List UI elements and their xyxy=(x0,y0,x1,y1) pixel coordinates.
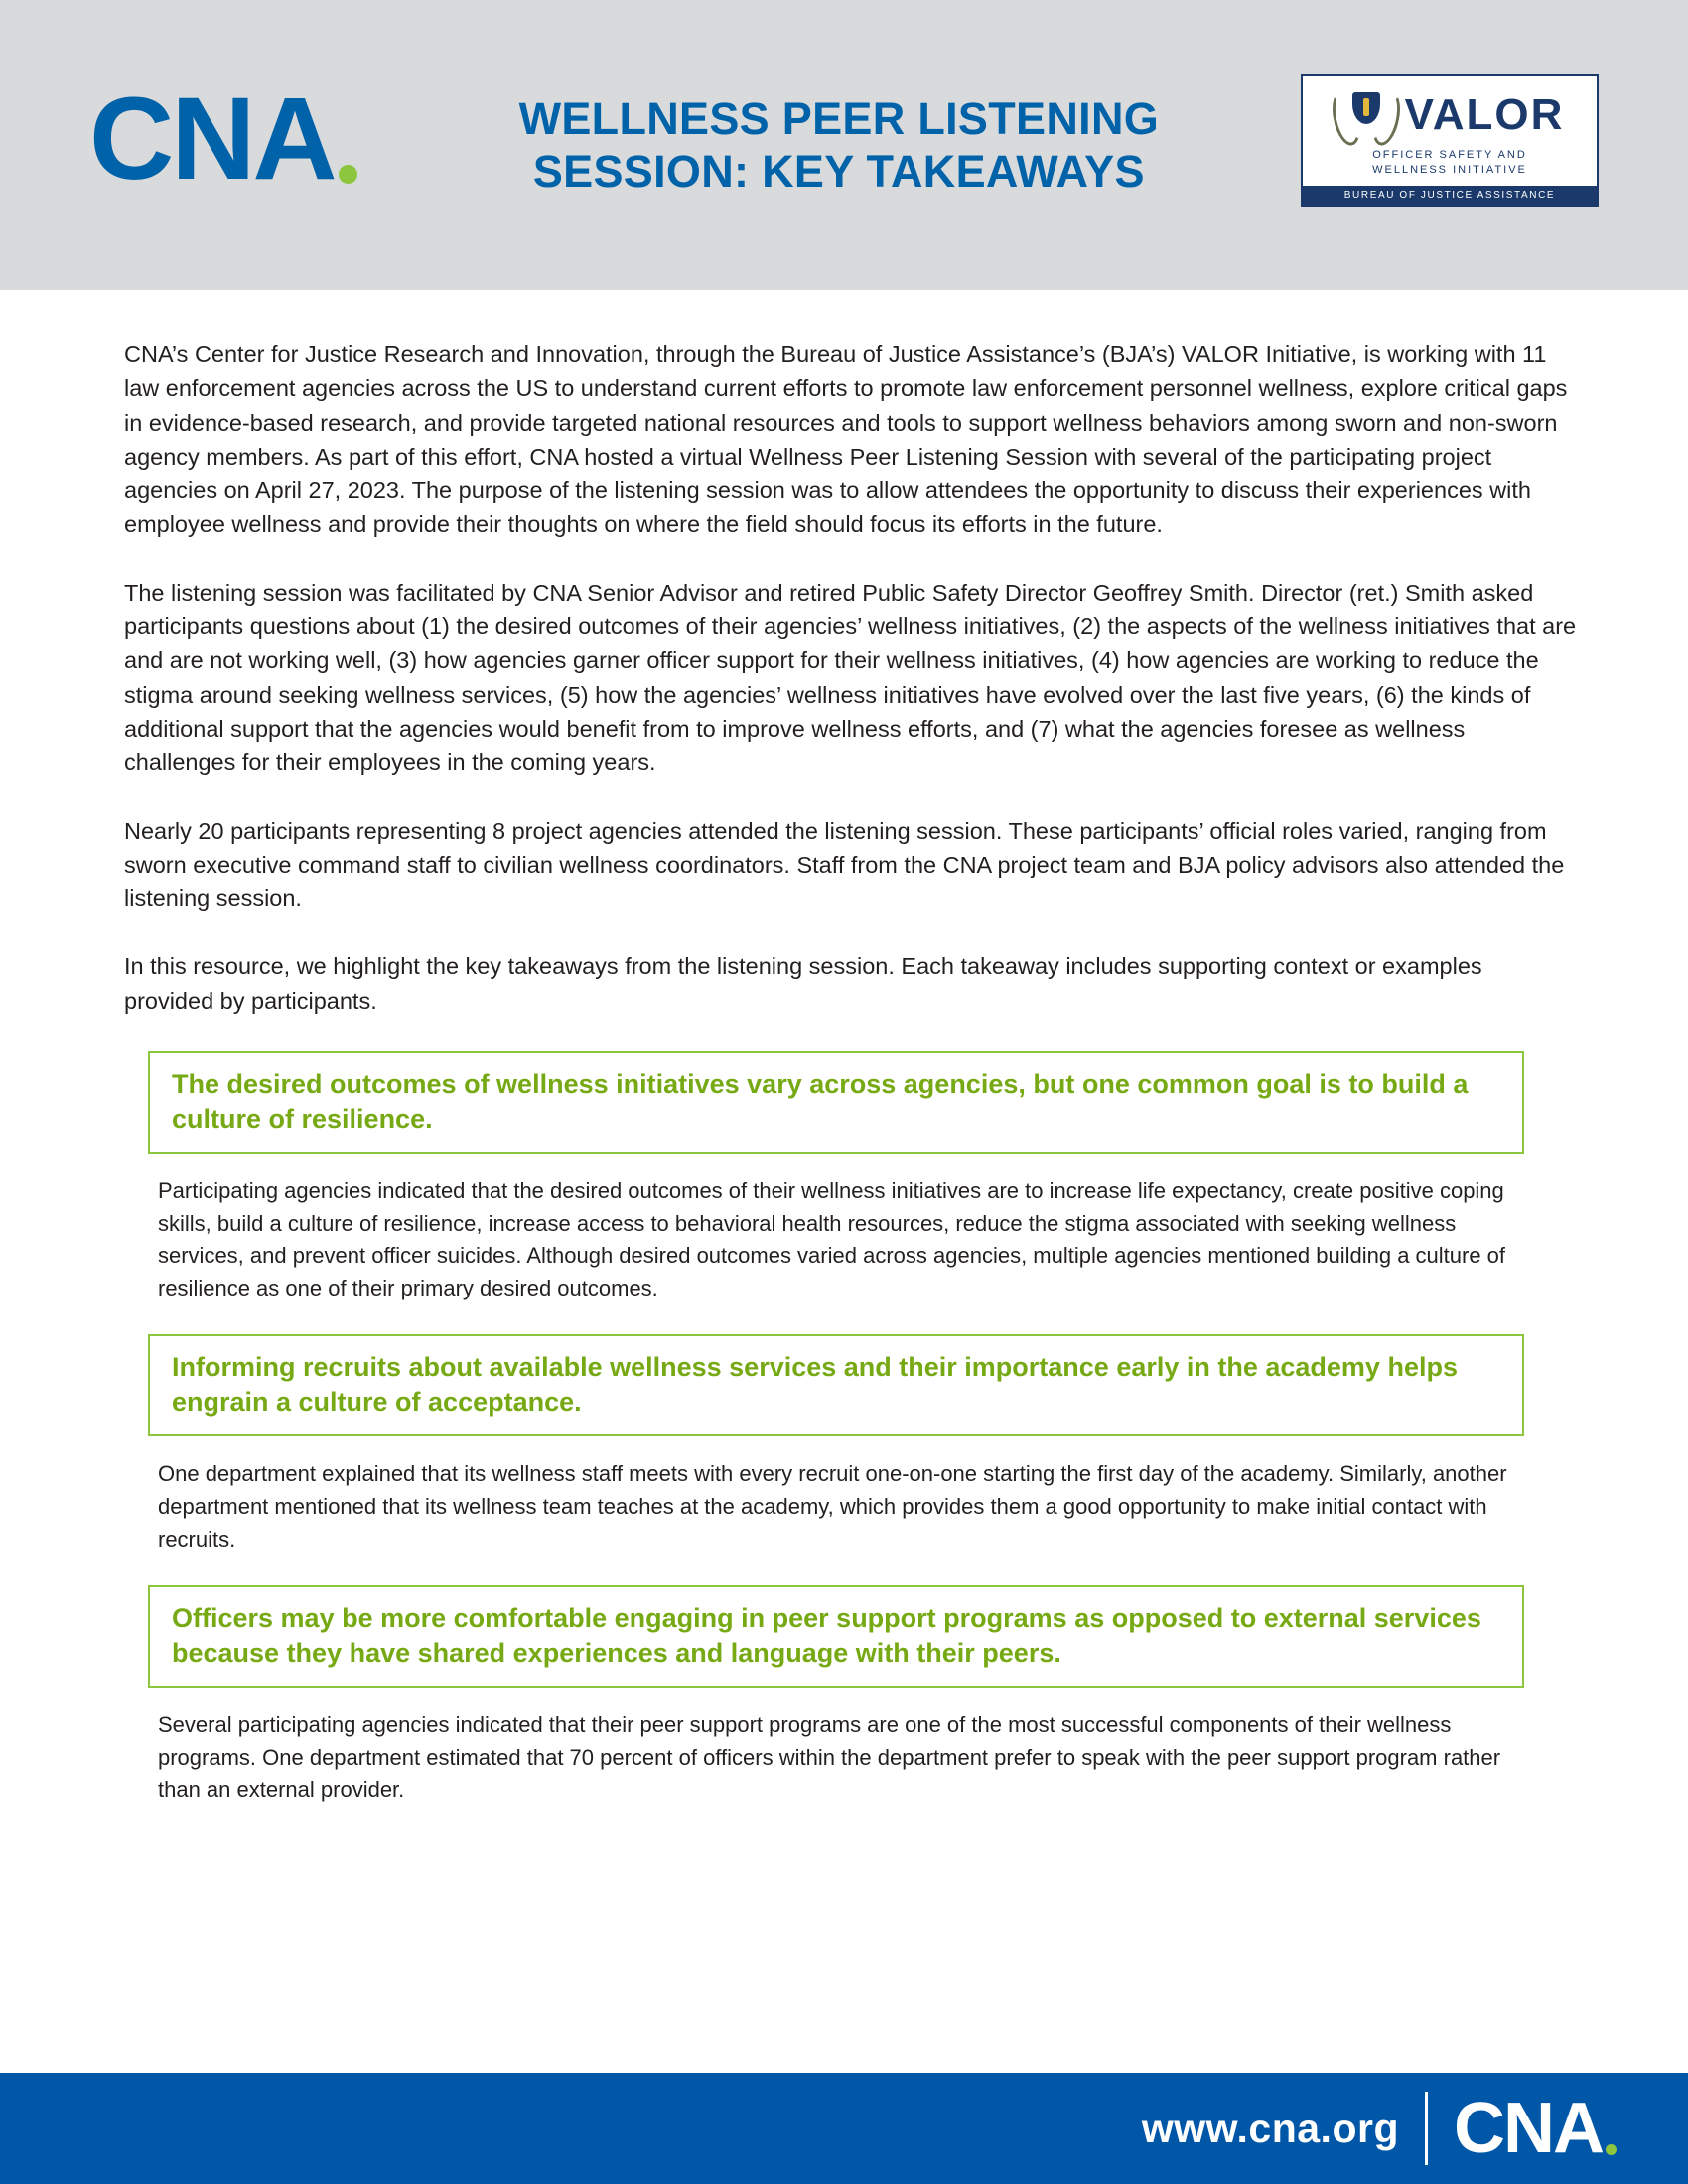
page-header xyxy=(0,0,1688,290)
footer-website-link[interactable]: www.cna.org xyxy=(1141,2105,1399,2151)
page-footer xyxy=(0,2073,1688,2184)
cna-logo-text: CNA xyxy=(89,73,335,205)
page-title xyxy=(357,92,1301,198)
cna-logo-dot-icon xyxy=(339,165,357,184)
intro-paragraph-2: The listening session was facilitated by CNA Senior Advisor and retired Public Safety Director Geoffrey Smith. Director (ret.) Smith asked participants questions about (1) the desired outcomes of their agencies’ wellness initiatives, (2) the aspects of the wellness initiatives that are and are not working well, (3) how agencies garner officer support for their wellness initiatives, (4) how agencies are working to reduce the stigma around seeking wellness services, (5) how the agencies’ wellness initiatives have evolved over the last five years, (6) the kinds of additional support that the agencies would benefit from to improve wellness efforts, and (7) what the agencies foresee as wellness challenges for their employees in the coming years. xyxy=(124,579,1577,776)
valor-logo xyxy=(1301,74,1599,207)
footer-cna-logo xyxy=(1454,2089,1617,2168)
takeaway-callout-text: The desired outcomes of wellness initiatives vary across agencies, but one common goal is to build a culture of resilience. xyxy=(172,1069,1469,1134)
document-body xyxy=(0,290,1688,1807)
footer-divider xyxy=(1425,2092,1428,2165)
valor-wordmark: VALOR xyxy=(1404,90,1565,140)
page-title-line-2: SESSION: KEY TAKEAWAYS xyxy=(532,146,1145,197)
footer-cna-logo-dot-icon xyxy=(1606,2144,1617,2155)
takeaway-callout-text: Officers may be more comfortable engaging in peer support programs as opposed to external services because they have shared experiences and language with their peers. xyxy=(172,1603,1481,1668)
valor-logo-top xyxy=(1313,84,1587,146)
cna-logo xyxy=(89,73,357,205)
intro-paragraph-4: In this resource, we highlight the key takeaways from the listening session. Each takeaway includes supporting context or examples provided by participants. xyxy=(124,953,1482,1014)
takeaway-detail: Several participating agencies indicated that their peer support programs are one of the most successful components of their wellness programs. One department estimated that 70 percent of officers within the department prefer to speak with the peer support program rather than an external provider. xyxy=(158,1712,1501,1803)
takeaway-detail: One department explained that its wellness staff meets with every recruit one-on-one starting the first day of the academy. Similarly, another department mentioned that its wellness team teaches at the academy, which provides them a good opportunity to make initial contact with recruits. xyxy=(158,1461,1507,1552)
takeaway-callout xyxy=(148,1334,1524,1436)
valor-subtitle xyxy=(1313,148,1587,184)
valor-subtitle-line-2: WELLNESS INITIATIVE xyxy=(1372,164,1527,176)
footer-cna-logo-text: CNA xyxy=(1454,2089,1603,2168)
intro-paragraph-3: Nearly 20 participants representing 8 project agencies attended the listening session. These participants’ official roles varied, ranging from sworn executive command staff to civilian wellness coordinators. Staff from the CNA project team and BJA policy advisors also attended the listening session. xyxy=(124,817,1565,912)
valor-subtitle-line-1: OFFICER SAFETY AND xyxy=(1372,149,1527,162)
page-title-line-1: WELLNESS PEER LISTENING xyxy=(518,92,1160,144)
intro-paragraph-1: CNA’s Center for Justice Research and Innovation, through the Bureau of Justice Assistance’s (BJA’s) VALOR Initiative, is working with 11 law enforcement agencies across the US to understand current efforts to promote law enforcement personnel wellness, explore critical gaps in evidence-based research, and provide targeted national resources and tools to support wellness behaviors among sworn and non-sworn agency members. As part of this effort, CNA hosted a virtual Wellness Peer Listening Session with several of the participating project agencies on April 27, 2023. The purpose of the listening session was to allow attendees the opportunity to discuss their experiences with employee wellness and provide their thoughts on where the field should focus its efforts in the future. xyxy=(124,341,1568,538)
takeaway-callout xyxy=(148,1585,1524,1688)
valor-agency-bar: BUREAU OF JUSTICE ASSISTANCE xyxy=(1303,186,1597,205)
shield-wreath-icon xyxy=(1336,84,1397,146)
takeaway-callout-text: Informing recruits about available wellness services and their importance early in the academy helps engrain a culture of acceptance. xyxy=(172,1352,1458,1417)
takeaway-callout xyxy=(148,1051,1524,1154)
takeaway-detail: Participating agencies indicated that the desired outcomes of their wellness initiatives are to increase life expectancy, create positive coping skills, build a culture of resilience, increase access to behavioral health resources, reduce the stigma associated with seeking wellness services, and prevent officer suicides. Although desired outcomes varied across agencies, multiple agencies mentioned building a culture of resilience as one of their primary desired outcomes. xyxy=(158,1178,1506,1300)
